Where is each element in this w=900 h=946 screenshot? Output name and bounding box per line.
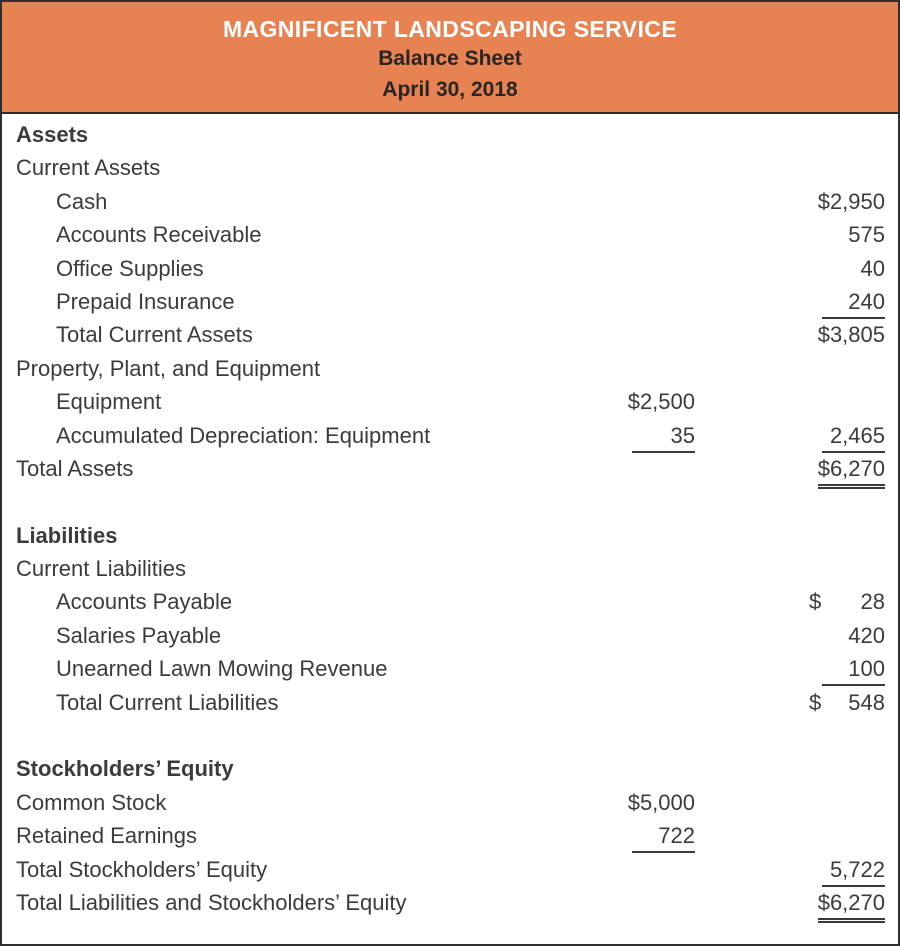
amount-right: 548 [848,689,885,715]
section-heading: Stockholders’ Equity [16,756,234,782]
statement-body [2,114,898,923]
row-stockholders-equity [16,756,885,789]
amount-right: $2,950 [817,188,885,214]
amount-cell-right [695,456,885,489]
row-common-stock [16,790,885,823]
row-total-current-liabilities [16,690,885,723]
row-liabilities [16,523,885,556]
row-label: Accounts Receivable [56,222,262,248]
row-label: Common Stock [16,789,167,815]
dollar-amount-group [809,589,885,615]
row-property-plant-and-equipment [16,356,885,389]
row-accounts-payable [16,589,885,622]
spacer-row [16,489,885,522]
section-heading: Liabilities [16,522,118,548]
row-label: Property, Plant, and Equipment [16,355,321,381]
row-label: Retained Earnings [16,823,198,849]
amount-cell-right [695,690,885,716]
amount-cell-right [695,423,885,453]
amount-right: 2,465 [822,423,885,453]
report-date: April 30, 2018 [382,78,518,101]
row-prepaid-insurance [16,289,885,322]
row-equipment [16,389,885,422]
amount-cell-right [695,890,885,923]
amount-middle: $5,000 [627,789,695,815]
row-label: Total Assets [16,455,134,481]
dollar-amount-group [809,690,885,716]
spacer-row [16,723,885,756]
row-label: Prepaid Insurance [56,288,235,314]
row-label: Total Liabilities and Stockholders’ Equity [16,889,407,915]
dollar-sign: $ [809,589,822,615]
row-total-current-assets [16,322,885,355]
amount-right: 575 [848,222,885,248]
amount-middle: 35 [632,423,695,453]
row-assets [16,122,885,155]
row-label: Equipment [56,389,162,415]
row-label: Total Current Assets [56,322,253,348]
amount-cell-middle [605,389,695,415]
amount-cell-right [695,189,885,215]
amount-right: 5,722 [822,857,885,887]
statement-header [2,2,898,114]
row-accounts-receivable [16,222,885,255]
row-label: Unearned Lawn Mowing Revenue [56,656,388,682]
amount-right: $6,270 [818,890,885,923]
amount-right: $3,805 [817,322,885,348]
row-salaries-payable [16,623,885,656]
amount-cell-right [695,289,885,319]
report-title: Balance Sheet [378,47,522,70]
row-unearned-lawn-mowing-revenue [16,656,885,689]
section-heading: Assets [16,122,89,147]
row-label: Total Stockholders’ Equity [16,856,268,882]
amount-right: 28 [860,589,885,615]
row-label: Total Current Liabilities [56,689,279,715]
amount-cell-right [695,322,885,348]
amount-cell-right [695,256,885,282]
row-office-supplies [16,256,885,289]
amount-cell-middle [605,423,695,453]
amount-cell-right [695,656,885,686]
row-label: Accumulated Depreciation: Equipment [56,422,431,448]
row-current-assets [16,155,885,188]
row-retained-earnings [16,823,885,856]
amount-right: 420 [848,622,885,648]
row-total-liabilities-and-stockholders-equity [16,890,885,923]
amount-middle: $2,500 [627,389,695,415]
amount-cell-middle [605,790,695,816]
row-accumulated-depreciation-equipment [16,423,885,456]
amount-cell-middle [605,823,695,853]
amount-cell-right [695,222,885,248]
dollar-sign: $ [809,689,822,715]
row-label: Office Supplies [56,255,204,281]
amount-right: 40 [860,255,885,281]
amount-right: 240 [822,289,885,319]
amount-right: 100 [822,656,885,686]
row-label: Cash [56,188,108,214]
amount-cell-right [695,857,885,887]
amount-cell-right [695,589,885,615]
amount-cell-right [695,623,885,649]
row-label: Current Assets [16,155,161,181]
row-label: Salaries Payable [56,622,222,648]
row-label: Accounts Payable [56,589,233,615]
amount-right: $6,270 [818,456,885,489]
row-cash [16,189,885,222]
row-current-liabilities [16,556,885,589]
company-name: MAGNIFICENT LANDSCAPING SERVICE [222,16,678,42]
row-total-stockholders-equity [16,857,885,890]
amount-middle: 722 [632,823,695,853]
row-total-assets [16,456,885,489]
row-label: Current Liabilities [16,556,186,582]
